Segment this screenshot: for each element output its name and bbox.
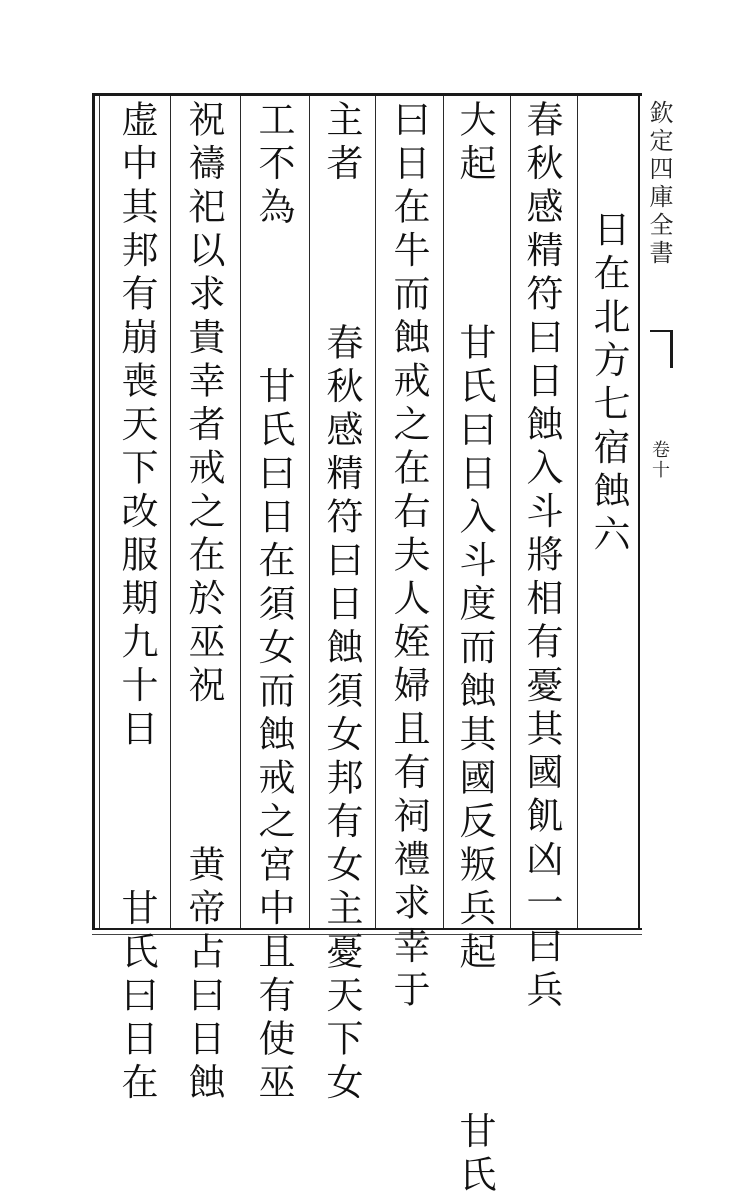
column-text: 工不為	[252, 100, 295, 231]
page-border-left	[92, 93, 95, 930]
page-border-right	[638, 93, 640, 930]
margin-fishtail-mark	[650, 330, 673, 368]
column-text: 曰日在牛而蝕戒之在右夫人姪婦且有祠禮求幸于	[387, 100, 430, 1014]
column-text: 甘氏	[453, 1111, 496, 1199]
column-rule	[309, 96, 310, 928]
text-column	[385, 100, 431, 1014]
column-text: 主者	[320, 100, 363, 187]
text-column	[318, 100, 364, 1106]
text-column-heading	[585, 210, 631, 558]
column-text: 甘氏曰日在須女而蝕戒之宮中且有使巫	[252, 366, 295, 1106]
margin-book-title: 欽定四庫全書	[645, 100, 673, 268]
column-rule	[375, 96, 376, 928]
column-text: 大起	[453, 100, 496, 187]
column-text: 甘氏曰日在	[115, 888, 158, 1106]
column-rule	[510, 96, 511, 928]
column-text: 春秋感精符曰日蝕入斗將相有憂其國飢凶一曰兵	[520, 100, 563, 1014]
text-column	[113, 100, 159, 1106]
column-text: 虚中其邦有崩喪天下改服期九十日	[115, 100, 158, 753]
text-column	[180, 100, 226, 1106]
column-rule	[577, 96, 578, 928]
column-rule	[443, 96, 444, 928]
page-border-top	[92, 93, 642, 96]
text-column	[518, 100, 564, 1014]
column-rule	[170, 96, 171, 928]
margin-volume-label: 卷十	[649, 440, 670, 480]
column-text: 黄帝占曰日蝕	[182, 845, 225, 1106]
column-text: 春秋感精符曰日蝕須女邦有女主憂天下女	[320, 323, 363, 1106]
column-text: 祝禱祀以求貴幸者戒之在於巫祝	[182, 100, 225, 709]
text-column	[451, 100, 497, 1199]
text-column	[250, 100, 296, 1106]
heading-text: 日在北方七宿蝕六	[587, 210, 630, 558]
column-text: 甘氏曰日入斗度而蝕其國反叛兵起	[453, 323, 496, 976]
page-border-left-inner	[99, 96, 100, 928]
column-rule	[240, 96, 241, 928]
